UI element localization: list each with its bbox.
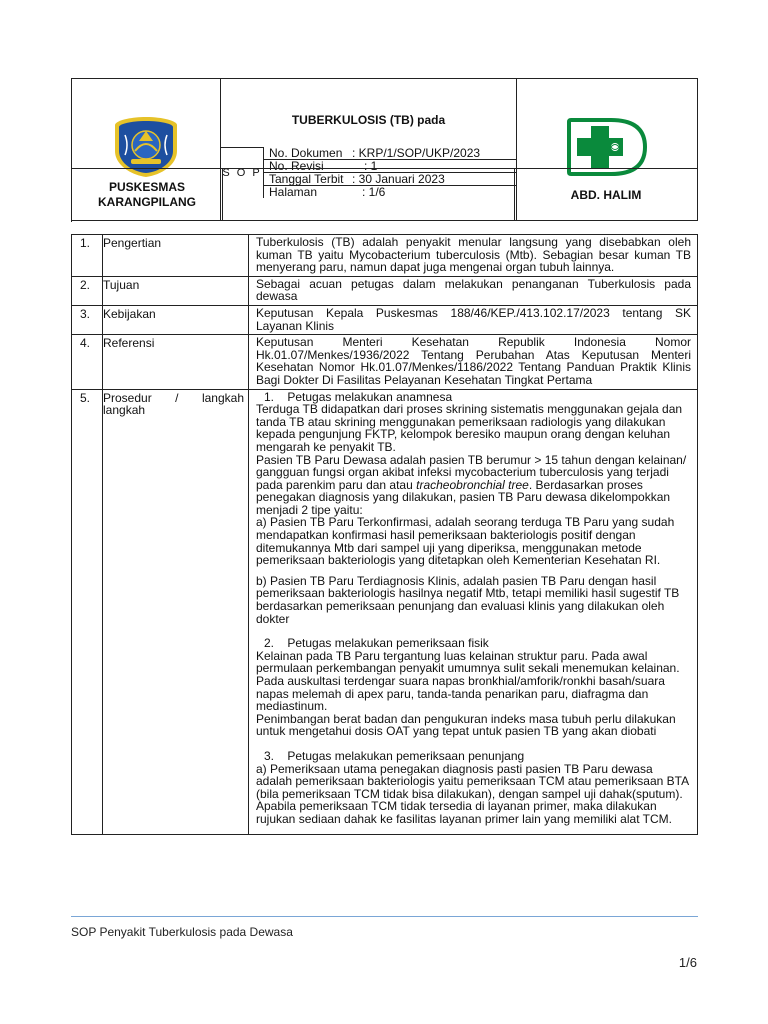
blank-cell [223,169,515,221]
row-content: Tuberkulosis (TB) adalah penyakit menular langsung yang disebabkan oleh kuman TB yaitu Mycobacterium tuberculosis (Mtb). Sebagian besar kuman TB menyerang paru, namun dapat juga mengenai organ tubuh lainnya. [249,235,698,277]
sop-label: S O P [221,147,264,198]
row-number: 4. [72,335,103,389]
row-number: 5. [72,389,103,834]
head-name-cell [515,169,698,221]
org-line-1: PUSKESMAS [108,179,185,194]
head-name: ABD. HALIM [570,187,642,202]
meta-row [264,147,516,160]
step-2-paragraph: Pada auskultasi terdengar suara napas bronkhial/amforik/ronkhi basah/suara napas melemah di apex paru, tanda-tanda penarikan paru, diafragma dan mediastinum. [256,674,665,714]
row-content: Sebagai acuan petugas dalam melakukan penanganan Tuberkulosis pada dewasa [249,276,698,305]
meta-key: No. Dokumen [264,147,352,160]
italic-term: tracheobronchial tree [416,477,529,492]
row-kebijakan [72,305,698,334]
row-label: Tujuan [103,276,249,305]
row-label-word: / [175,390,179,405]
row-label-word: langkah [103,403,146,418]
row-label: Referensi [103,335,249,389]
row-label-word: langkah [201,390,244,405]
sop-body-table [71,234,698,835]
footer-divider [71,916,698,917]
step-1-paragraph [256,454,691,517]
row-tujuan [72,276,698,305]
row-label: Kebijakan [103,305,249,334]
row-prosedur [72,389,698,834]
document-title: TUBERKULOSIS (TB) pada [291,112,446,127]
meta-value: : 1 [352,160,516,173]
step-1-paragraph: Terduga TB didapatkan dari proses skrining sistematis menggunakan gejala dan tanda TB atau skrining menggunakan pemeriksaan radiologis yang dilakukan kepada pengunjung FKTP, kelompok beresiko maupun orang dengan keluhan mengarah ke penyakit TB. [256,402,683,454]
org-name-cell [72,169,223,221]
row-number: 3. [72,305,103,334]
header-lower-row [71,168,698,221]
row-pengertian [72,235,698,277]
meta-value: : KRP/1/SOP/UKP/2023 [352,147,516,160]
step-3-paragraph: a) Pemeriksaan utama penegakan diagnosis pasti pasien TB Paru dewasa adalah pemeriksaan bakteriologis yaitu pemeriksaan TCM atau pemeriksaan BTA (bila pemeriksaan TCM tidak bisa dilakukan), dengan sampel uji dahak(sputum). Apabila pemeriksaan TCM tidak tersedia di layanan primer, maka dilakukan rujukan sediaan dahak ke fasilitas layanan primer lain yang memiliki alat TCM. [256,761,689,826]
step-3-title: 3. Petugas melakukan pemeriksaan penunjang [264,748,525,763]
step-1-title: 1. Petugas melakukan anamnesa [264,389,453,404]
step-2-paragraph: Kelainan pada TB Paru tergantung luas kelainan struktur paru. Pada awal permulaan perkembangan penyakit umumnya sulit sekali menemukan kelainan. [256,648,680,676]
meta-key: Tanggal Terbit [264,173,352,186]
row-referensi [72,335,698,389]
footer-title: SOP Penyakit Tuberkulosis pada Dewasa [71,925,293,939]
meta-value: : 30 Januari 2023 [352,173,516,186]
row-label-word: Prosedur [103,390,152,405]
row-number: 2. [72,276,103,305]
step-2-paragraph: Penimbangan berat badan dan pengukuran indeks masa tubuh perlu dilakukan untuk mengetahui dosis OAT yang tepat untuk pasien TB yang akan diobati [256,711,676,739]
text-span: Pasien TB Paru Dewasa adalah pasien TB berumur > 15 tahun dengan kelainan/ gangguan fungsi organ akibat infeksi mycobacterium tuberculosis yang terjadi pada parenkim paru dan atau [256,452,687,492]
org-line-2: KARANGPILANG [98,194,196,209]
row-content [249,389,698,834]
meta-value: : 1/6 [352,186,516,199]
step-1-paragraph: a) Pasien TB Paru Terkonfirmasi, adalah seorang terduga TB Paru yang sudah mendapatkan konfirmasi hasil pemeriksaan bakteriologis positif dengan ditemukannya Mtb dari sampel uji yang diperiksa, menggunakan metode pemeriksaan bakteriologis yang ditetapkan oleh Kementerian Kesehatan RI. [256,515,675,568]
row-content: Keputusan Menteri Kesehatan Republik Indonesia Nomor Hk.01.07/Menkes/1936/2022 Tentang Perubahan Atas Keputusan Menteri Kesehatan Nomor Hk.01.07/Menkes/1186/2022 Tentang Panduan Praktik Klinis Bagi Dokter Di Fasilitas Pelayanan Kesehatan Tingkat Pertama [249,335,698,389]
row-label [103,389,249,834]
meta-key: Halaman [264,186,352,199]
row-content: Keputusan Kepala Puskesmas 188/46/KEP./413.102.17/2023 tentang SK Layanan Klinis [249,305,698,334]
row-label: Pengertian [103,235,249,277]
row-number: 1. [72,235,103,277]
step-1-paragraph: b) Pasien TB Paru Terdiagnosis Klinis, adalah pasien TB Paru dengan hasil pemeriksaan bakteriologis hasilnya negatif Mtb, tetapi memiliki hasil sugestif TB berdasarkan pemeriksaan penunjang dan evaluasi klinis yang dilakukan oleh dokter [256,573,680,626]
text-span: . Berdasarkan proses penegakan diagnosis yang dilakukan, pasien TB Paru dewasa dikelompokkan menjadi 2 tipe yaitu: [256,477,671,517]
meta-key: No. Revisi [264,160,352,173]
step-2-title: 2. Petugas melakukan pemeriksaan fisik [264,636,489,651]
page-number: 1/6 [678,955,697,970]
